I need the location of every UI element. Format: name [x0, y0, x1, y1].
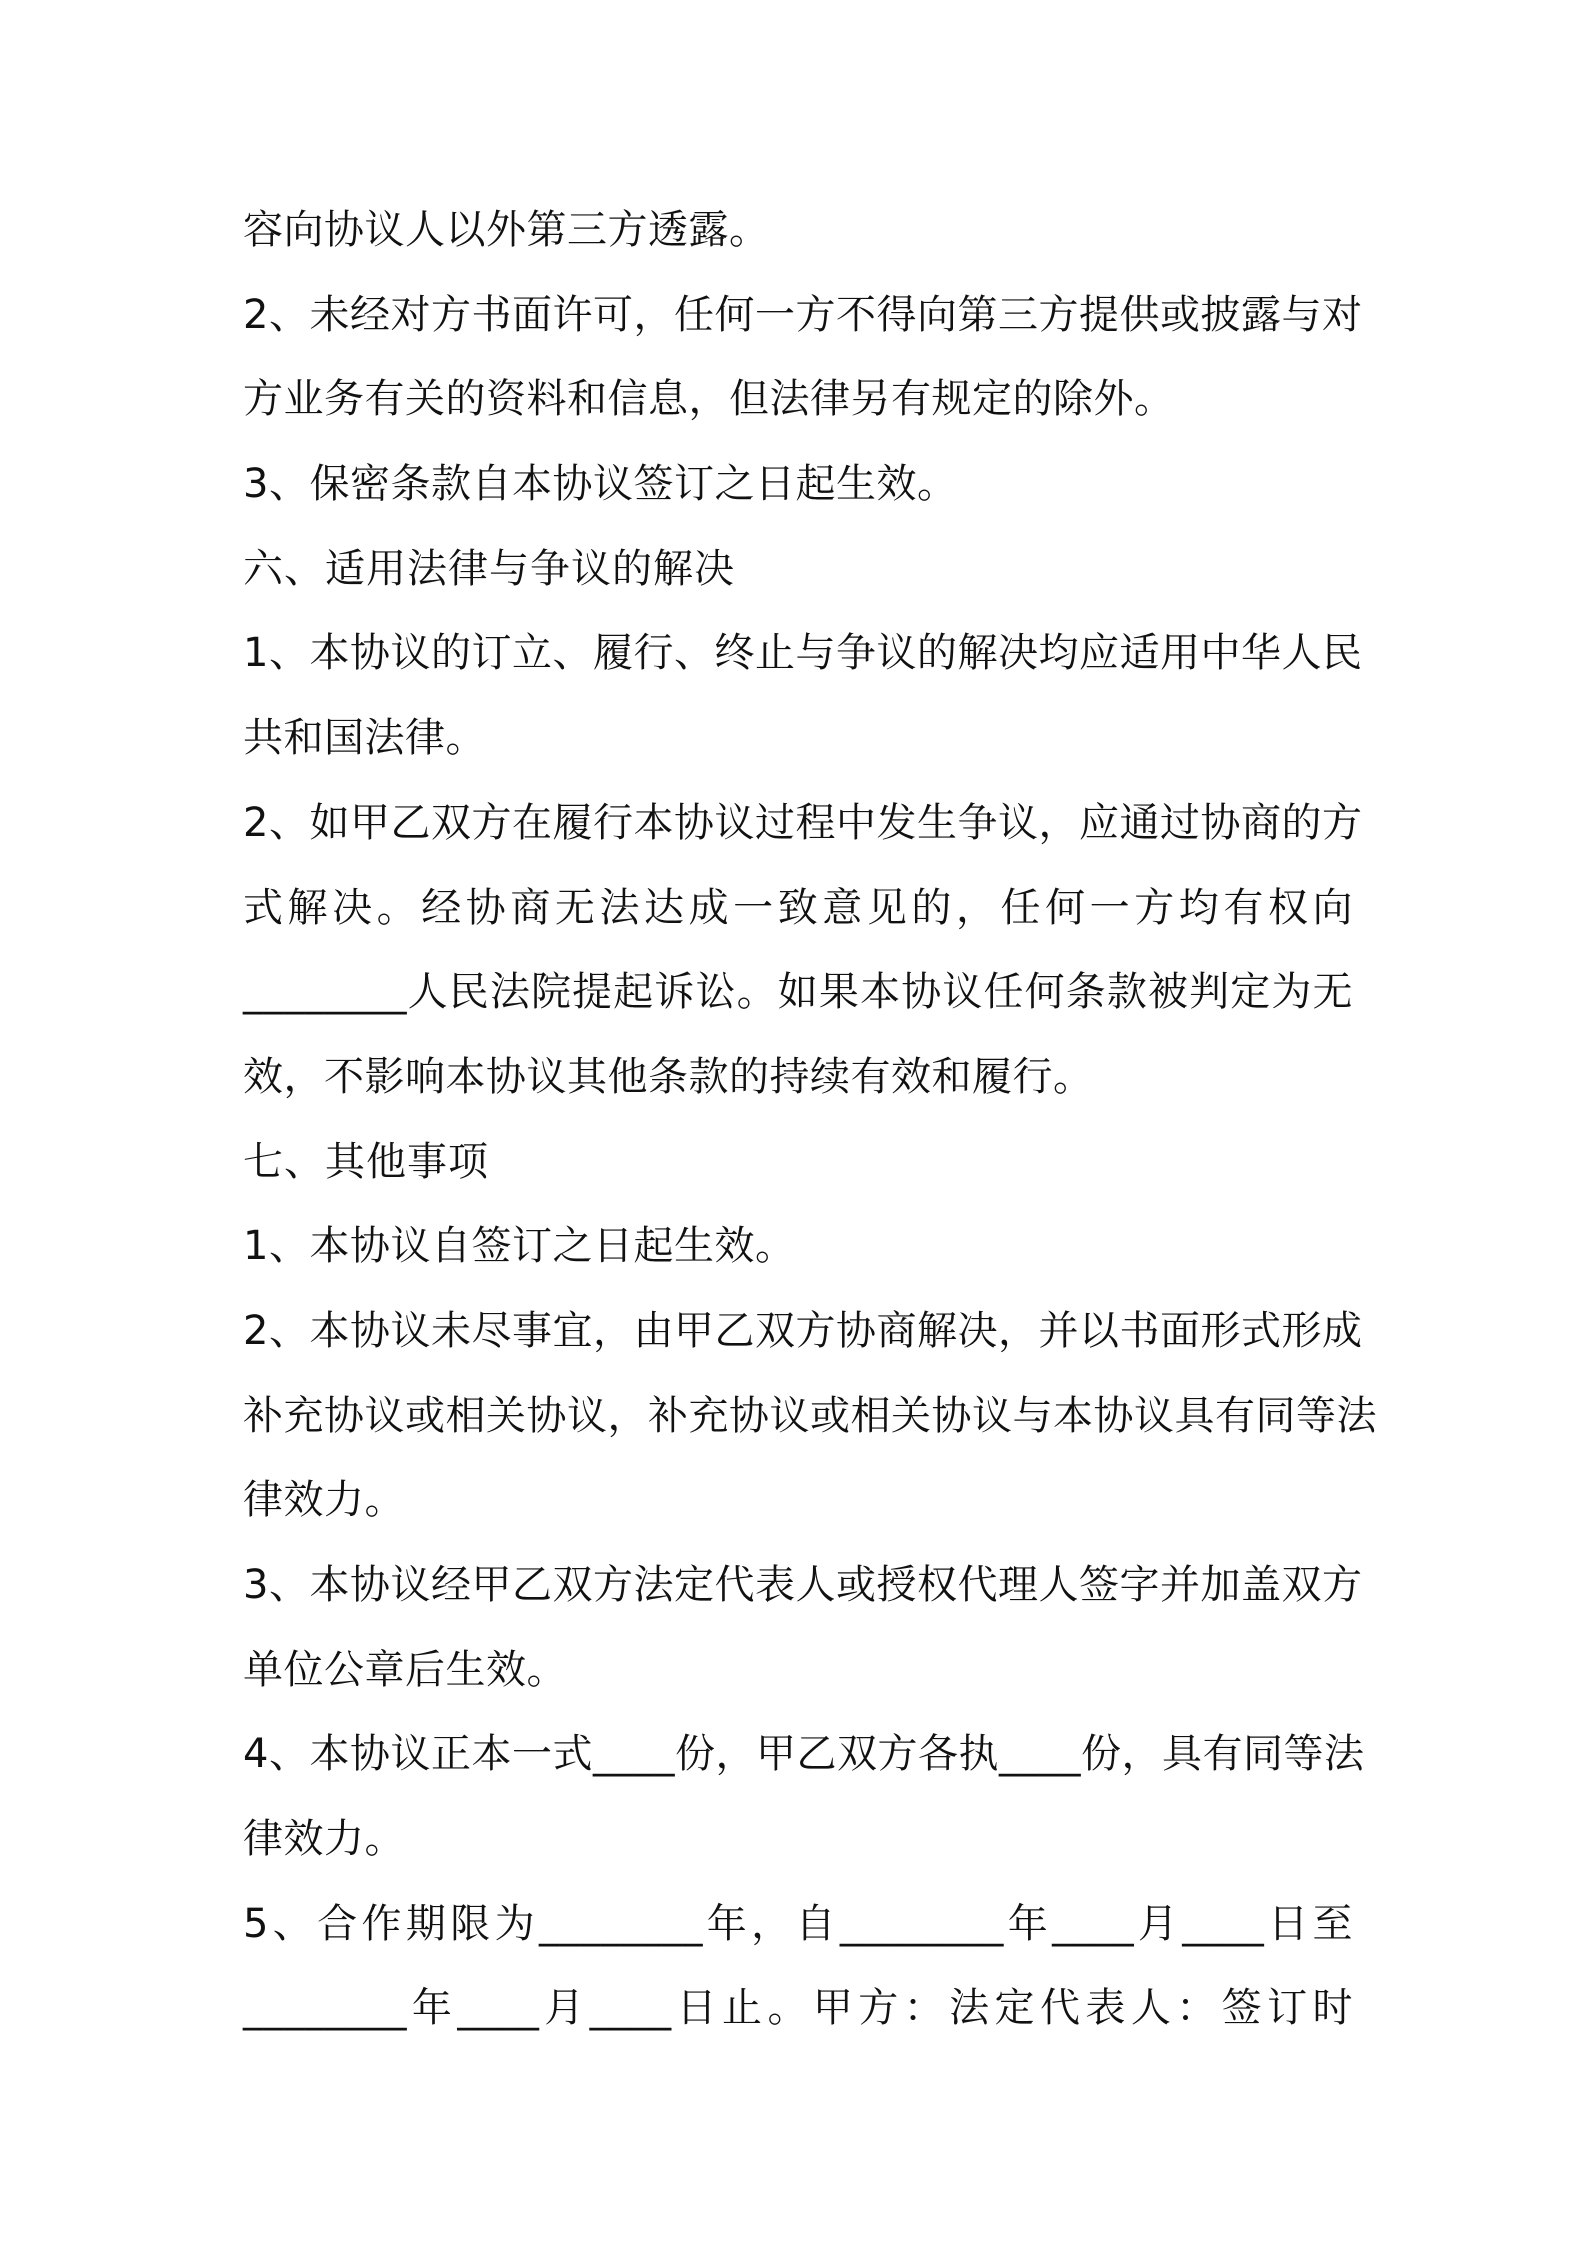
- section-heading: 六、适用法律与争议的解决: [243, 545, 735, 592]
- paragraph-line: 2、本协议未尽事宜，由甲乙双方协商解决，并以书面形式形成: [243, 1307, 1363, 1354]
- paragraph-line: 补充协议或相关协议，补充协议或相关协议与本协议具有同等法: [243, 1392, 1377, 1439]
- document-body: [243, 188, 1377, 2051]
- paragraph-line: ________年____月____日止。甲方：法定代表人：签订时: [243, 1985, 1353, 2032]
- paragraph-line: 方业务有关的资料和信息，但法律另有规定的除外。: [243, 376, 1175, 423]
- paragraph-line: 3、保密条款自本协议签订之日起生效。: [243, 461, 958, 508]
- paragraph-line: 3、本协议经甲乙双方法定代表人或授权代理人签字并加盖双方: [243, 1562, 1363, 1608]
- paragraph-line: 1、本协议自签订之日起生效。: [243, 1223, 796, 1270]
- paragraph-line: 单位公章后生效。: [243, 1646, 567, 1693]
- paragraph-line: ________人民法院提起诉讼。如果本协议任何条款被判定为无: [243, 969, 1353, 1016]
- paragraph-line: 律效力。: [243, 1816, 405, 1863]
- paragraph-line: 式解决。经协商无法达成一致意见的，任何一方均有权向: [243, 884, 1353, 931]
- paragraph-line: 律效力。: [243, 1477, 405, 1524]
- paragraph-line: 4、本协议正本一式____份，甲乙双方各执____份，具有同等法: [243, 1731, 1365, 1778]
- section-heading: 七、其他事项: [243, 1138, 489, 1185]
- paragraph-line: 2、如甲乙双方在履行本协议过程中发生争议，应通过协商的方: [243, 799, 1363, 846]
- paragraph-line: 5、合作期限为________年，自________年____月____日至: [243, 1900, 1353, 1947]
- paragraph-line: 1、本协议的订立、履行、终止与争议的解决均应适用中华人民: [243, 630, 1363, 677]
- paragraph-line: 共和国法律。: [243, 715, 486, 762]
- paragraph-line: 容向协议人以外第三方透露。: [243, 207, 770, 253]
- paragraph-line: 2、未经对方书面许可，任何一方不得向第三方提供或披露与对: [243, 291, 1363, 338]
- paragraph-line: 效，不影响本协议其他条款的持续有效和履行。: [243, 1053, 1094, 1100]
